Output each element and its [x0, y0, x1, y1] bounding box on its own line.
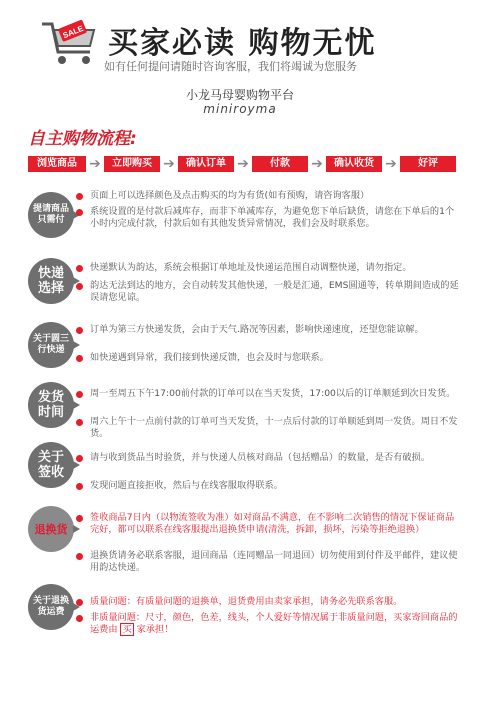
- section-badge: 关于 签收: [28, 442, 74, 488]
- arrow-right-icon: ➔: [89, 156, 101, 172]
- item-text: 订单为第三方快递发货，会由于天气.路况等因素，影响快递速度，还望您能谅解。: [90, 324, 424, 335]
- item-text: 如快递遇到异常，我们接到快递反馈，也会及时与您联系。: [90, 352, 329, 363]
- item-text-main: 非质量问题：尺寸，颜色，色差，线头，个人爱好等情况属于非质量问题，买家寄回商品的运费由: [90, 612, 458, 635]
- arrow-right-icon: ➔: [311, 156, 323, 172]
- bullet-icon: [76, 327, 83, 334]
- item-text: 签收商品7日内（以物流签收为准）如对商品不满意，在不影响二次销售的情况下保证商品完好，都可以联系在线客服提出退换货申请(清洗，拆卸，损坏，污染等拒绝退换）: [90, 512, 455, 535]
- list-item: [76, 612, 460, 640]
- flow-step-buy: 立即购买: [104, 156, 160, 172]
- bullet-icon: [76, 553, 83, 560]
- bullet-icon: [76, 209, 83, 216]
- bullet-icon: [76, 193, 83, 200]
- header: [0, 0, 480, 80]
- highlight-box: 买: [122, 623, 132, 635]
- item-text: 退换货请务必联系客服，退回商品（连同赠品一同退回）切勿使用到付件及平邮件，建议使用韵达快递。: [90, 550, 458, 573]
- item-text: 页面上可以选择颜色及点击购买的均为有货(如有预购，请咨询客服）: [90, 190, 370, 201]
- bullet-icon: [76, 391, 83, 398]
- section-returns: [0, 506, 480, 582]
- list-item: [76, 550, 460, 578]
- bullet-icon: [76, 265, 83, 272]
- flow-step-browse: 浏览商品: [28, 156, 86, 172]
- list-item: [76, 480, 460, 494]
- section-badge: 退换货: [28, 506, 74, 552]
- item-text: [90, 612, 462, 635]
- flow-title: 自主购物流程:: [28, 129, 137, 149]
- arrow-right-icon: ➔: [163, 156, 175, 172]
- flow-step-pay: 付款: [252, 156, 308, 172]
- item-text: 周一至周五下午17:00前付款的订单可以在当天发货，17:00以后的订单顺延到次日发货。: [90, 388, 456, 399]
- platform-name: 小龙马母婴购物平台: [185, 88, 294, 102]
- arrow-right-icon: ➔: [237, 156, 249, 172]
- bullet-icon: [76, 283, 83, 290]
- bullet-icon: [76, 455, 83, 462]
- list-item: [76, 262, 460, 276]
- item-text: 周六上午十一点前付款的订单可当天发货，十一点后付款的订单顺延到周一发货。周日不发货。: [90, 416, 458, 439]
- list-item: [76, 388, 460, 414]
- list-item: [76, 596, 460, 610]
- purchase-flow: [28, 152, 458, 176]
- list-item: [76, 352, 460, 366]
- arrow-right-icon: ➔: [385, 156, 397, 172]
- item-text: 请与收到货品当时验货，并与快递人员核对商品（包括赠品）的数量，是否有破损。: [90, 452, 430, 463]
- item-text-end: 家承担！: [136, 623, 174, 635]
- list-item: [76, 190, 460, 204]
- section-product-notes: [0, 186, 480, 250]
- bullet-icon: [76, 483, 83, 490]
- list-item: [76, 324, 460, 352]
- bullet-icon: [76, 515, 83, 522]
- section-badge: 关于圆三 行快递: [28, 322, 74, 368]
- item-text: 质量问题：有质量问题的退换单，退货费用由卖家承担，请务必先联系客服。: [90, 596, 403, 607]
- bullet-icon: [76, 615, 83, 622]
- flow-step-confirm-receipt: 确认收货: [326, 156, 382, 172]
- page-subtitle: 如有任何提问请随时咨询客服，我们将竭诚为您服务: [104, 60, 357, 73]
- shopping-cart-icon: [40, 14, 100, 70]
- section-badge: 发货 时间: [28, 382, 74, 428]
- item-text: 快递默认为韵达，系统会根据订单地址及快递运范围自动调整快递，请勿指定。: [90, 262, 412, 273]
- section-third-party-express: [0, 320, 480, 376]
- list-item: [76, 512, 460, 550]
- sale-tag: SALE: [61, 23, 85, 41]
- item-text: 韵达无法到达的地方，会自动转发其他快递，一般是汇通，EMS圆通等，转单期间造成的延误请您见谅。: [90, 280, 459, 303]
- bullet-icon: [76, 599, 83, 606]
- item-text: 发现问题直接拒收，然后与在线客服取得联系。: [90, 480, 283, 491]
- section-badge: 提请商品 只需付: [28, 192, 74, 238]
- list-item: [76, 280, 460, 310]
- bullet-icon: [76, 355, 83, 362]
- list-item: [76, 452, 460, 478]
- section-sign-for: [0, 442, 480, 498]
- platform-name-en: miniroyma: [203, 102, 277, 116]
- list-item: [76, 416, 460, 442]
- list-item: [76, 206, 460, 246]
- section-express: [0, 254, 480, 324]
- flow-step-confirm-order: 确认订单: [178, 156, 234, 172]
- item-text: 系统设置的是付款后减库存，而非下单减库存，为避免您下单后缺货，请您在下单后的1个小时内完成付款，付款后如有其他发货异常情况，我们会及时联系您。: [90, 206, 455, 229]
- bullet-icon: [76, 419, 83, 426]
- section-return-shipping: [0, 584, 480, 644]
- section-badge: 快递 选择: [28, 258, 74, 304]
- flow-step-review: 好评: [400, 156, 456, 172]
- section-badge: 关于退换 货运费: [28, 584, 74, 630]
- section-shipping-time: [0, 380, 480, 442]
- page-title: 买家必读 购物无忧: [108, 26, 377, 61]
